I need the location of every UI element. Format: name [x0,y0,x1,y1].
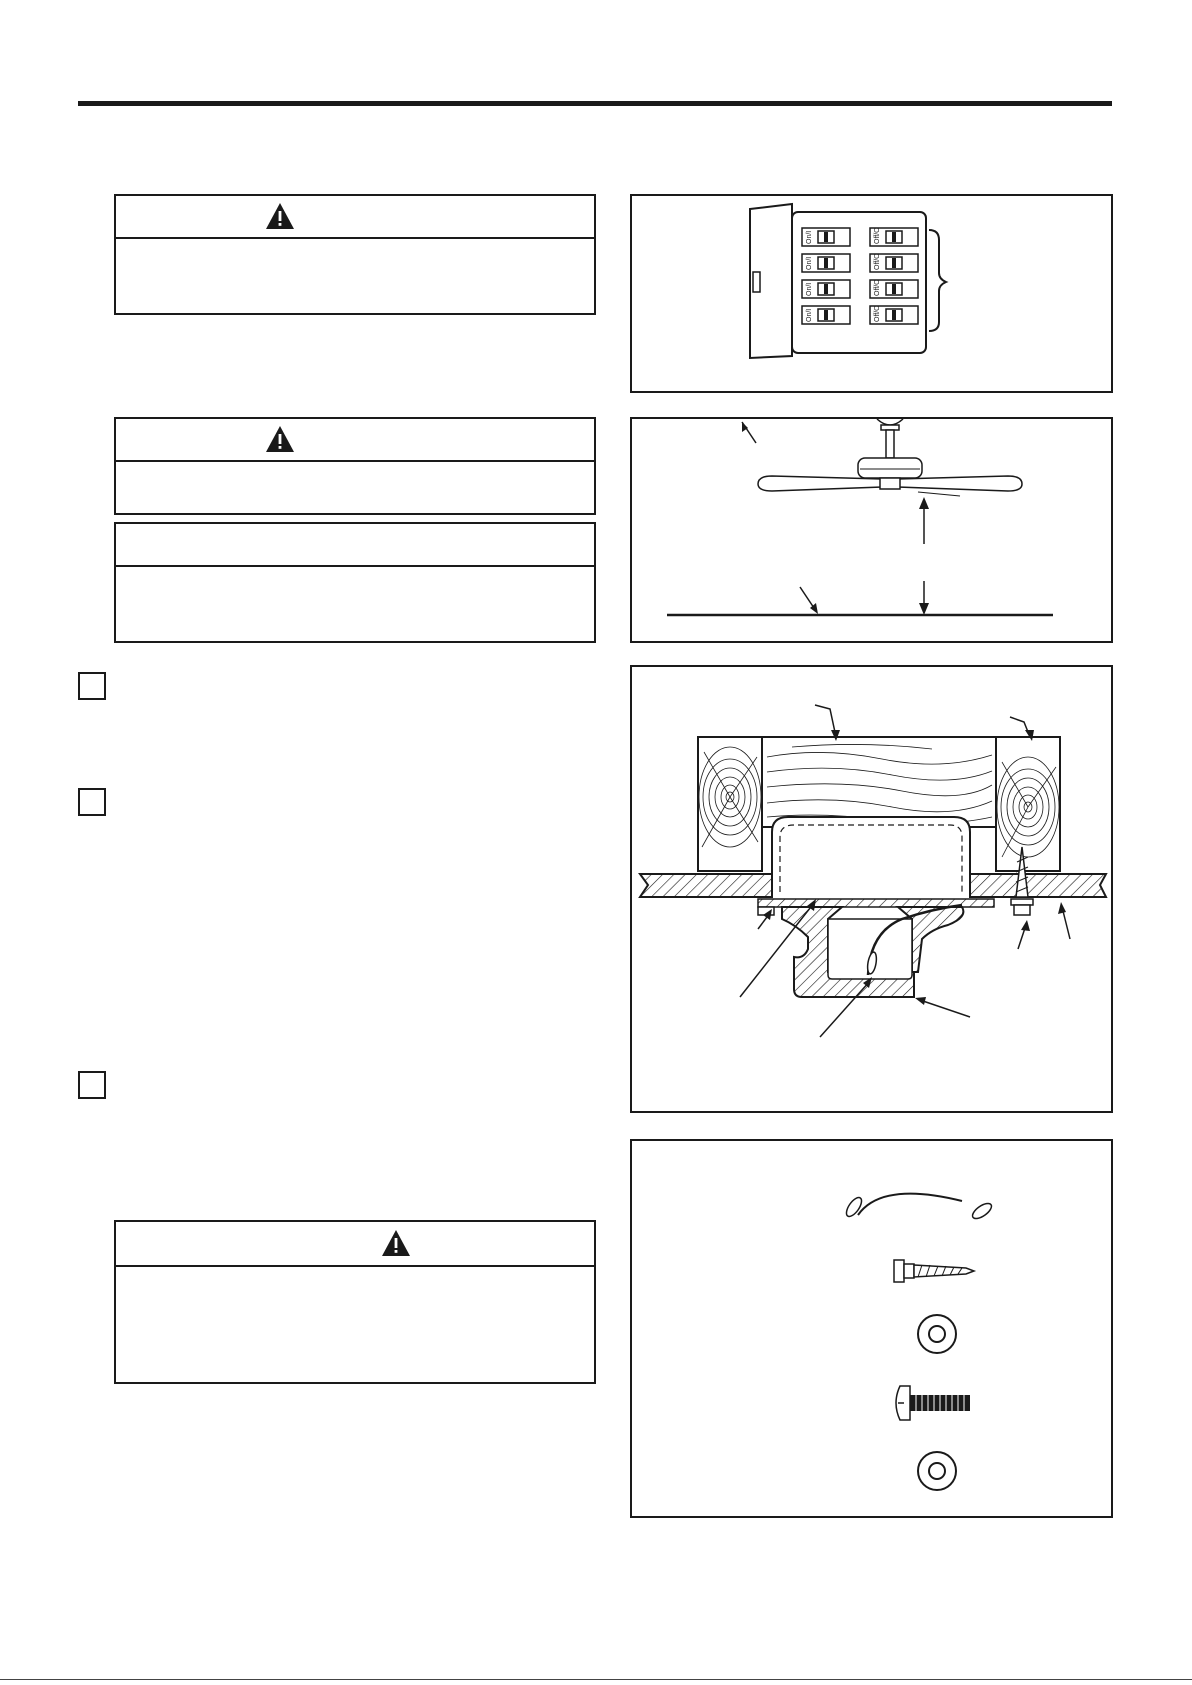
warning-triangle-icon [381,1229,411,1257]
breaker-switch [870,253,918,272]
breaker-switch [802,280,850,298]
breaker-switch-label: Off/O [874,305,881,322]
washer-icon [918,1315,956,1353]
step-checkbox-3[interactable] [78,1071,106,1099]
safety-cable-icon [844,1194,994,1222]
wood-screw-icon [894,1260,974,1282]
footer-rule [0,1679,1192,1680]
fan-clearance-drawing [632,419,1113,643]
figure-outlet-box-section [630,665,1113,1113]
header-rule [78,101,1112,106]
figure-hardware-parts [630,1139,1113,1518]
warning-box-2 [114,417,596,515]
warning-header-1 [116,196,594,239]
warning-triangle-icon [265,425,295,453]
hardware-parts-drawing [632,1141,1113,1518]
caution-box [114,522,596,643]
breaker-switch [802,228,850,246]
breaker-switch-label: On/I [806,282,813,296]
caution-header [116,524,594,567]
breaker-switch-label: On/I [806,230,813,244]
breaker-switch-label: Off/O [874,253,881,270]
outlet-box-section-drawing [632,667,1113,1113]
figure-fan-clearance [630,417,1113,643]
figure-breaker-panel [630,194,1113,393]
breaker-switch [870,227,918,246]
warning-box-1 [114,194,596,315]
warning-box-3 [114,1220,596,1384]
step-checkbox-1[interactable] [78,672,106,700]
step-checkbox-2[interactable] [78,788,106,816]
breaker-switch-label: Off/O [874,279,881,296]
breaker-switch [870,305,918,324]
breaker-panel-drawing [632,196,1113,393]
warning-triangle-icon [265,202,295,230]
breaker-switch-label: On/I [806,256,813,270]
warning-header-2 [116,419,594,462]
warning-header-3 [116,1222,594,1267]
breaker-switch [802,254,850,272]
breaker-switch [802,306,850,324]
breaker-switch-label: On/I [806,308,813,322]
breaker-switch-label: Off/O [874,227,881,244]
breaker-switch [870,279,918,298]
washer-icon [918,1452,956,1490]
machine-screw-icon [896,1386,970,1420]
